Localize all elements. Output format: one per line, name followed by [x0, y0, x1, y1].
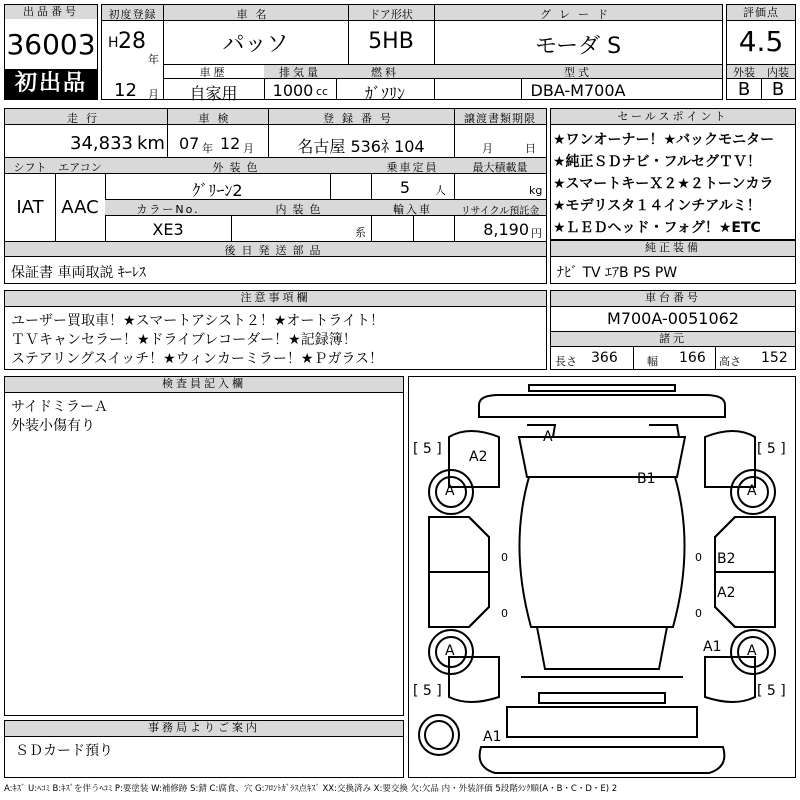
reg-month: 12 — [114, 80, 137, 101]
notes-label: 注意事項欄 — [5, 291, 546, 306]
recycle-unit: 円 — [531, 227, 542, 240]
color-no-label: カラーNo. — [136, 203, 200, 216]
zero-mark: 0 — [501, 607, 508, 620]
damage-mark: A2 — [717, 585, 736, 601]
history: 自家用 — [189, 84, 238, 103]
history-label: 車歴 — [199, 66, 228, 79]
tire-tread-rf: [ 5 ] — [757, 441, 786, 457]
model-label: 型式 — [564, 66, 592, 79]
transfer-label: 譲渡書類期限 — [464, 112, 536, 125]
lot-box — [4, 4, 98, 100]
inspect-year: 07 — [179, 134, 200, 153]
damage-mark: B2 — [717, 551, 736, 567]
door-label: ドア形状 — [369, 8, 413, 21]
office-label: 事務局よりご案内 — [5, 721, 403, 736]
shift-label: シフト — [13, 161, 47, 174]
recycle-fee: 8,190 — [483, 220, 529, 239]
tire-tread-lf: [ 5 ] — [413, 441, 442, 457]
ac-label: エアコン — [58, 161, 102, 174]
inspect-month: 12 — [220, 134, 241, 153]
car-name: パッソ — [222, 32, 289, 57]
tire-tread-lr: [ 5 ] — [413, 683, 442, 699]
model-code: DBA-M700A — [530, 81, 626, 100]
grade-label: グレード — [540, 8, 616, 21]
int-label: 内装 — [767, 66, 789, 79]
reg-year-unit: 年 — [148, 53, 159, 66]
sales-line: ★ＬＥＤヘッド・フォグ！★ETC — [553, 220, 761, 236]
fuel: ｶﾞｿﾘﾝ — [364, 84, 405, 103]
note-line: ステアリングスイッチ！★ウィンカーミラー！★Ｐガラス！ — [11, 351, 384, 367]
sales-line: ★純正ＳＤナビ・フルセグＴＶ！ — [553, 154, 761, 170]
car-name-label: 車名 — [236, 8, 275, 21]
mileage-label: 走行 — [67, 112, 105, 125]
door-type: 5HB — [368, 29, 414, 54]
later-parts: 保証書 車両取説 ｷｰﾚｽ — [11, 265, 146, 281]
damage-mark: A1 — [483, 729, 502, 745]
score: 4.5 — [738, 25, 784, 58]
zero-mark: 0 — [501, 551, 508, 564]
inspect-label: 車検 — [198, 112, 237, 125]
reg-month-unit: 月 — [148, 88, 159, 101]
width: 166 — [679, 350, 706, 366]
inspector-label: 検査員記入欄 — [5, 377, 403, 392]
note-line: ＴＶキャンセラー！★ドライブレコーダー！★記録簿！ — [11, 332, 357, 348]
office-box — [4, 720, 404, 778]
lot-label: 出品番号 — [5, 5, 97, 19]
height: 152 — [761, 350, 788, 366]
wid-label: 幅 — [647, 355, 658, 368]
disp-label: 排気量 — [279, 66, 321, 79]
inspect-month-unit: 月 — [243, 142, 254, 155]
lot-number: 36003 — [6, 28, 96, 61]
spec-box — [4, 108, 547, 284]
ext-score: B — [737, 79, 751, 100]
mileage-unit: km — [137, 133, 165, 154]
damage-mark: A1 — [703, 639, 722, 655]
legend: A:ｷｽﾞ U:ﾍｺﾐ B:ｷｽﾞを伴うﾍｺﾐ P:要塗装 W:補修跡 S:錆 C:腐食、穴 G:ﾌﾛﾝﾄｶﾞﾗｽ点ｷｽﾞ XX:交換済み X:要交換 欠:欠品 内・外装評価 5段階ﾗﾝｸ順(A・B・C・D・E) 2 — [4, 784, 618, 794]
color-label: 外装色 — [212, 161, 264, 174]
sales-label: セールスポイント — [551, 109, 795, 125]
recycle-label: リサイクル預託金 — [460, 206, 540, 217]
wheel-mark-lr: A — [445, 643, 455, 659]
zero-mark: 0 — [695, 607, 702, 620]
dims-label: 諸元 — [551, 332, 795, 346]
equipment: ﾅﾋﾞ TV ｴｱB PS PW — [557, 265, 678, 281]
damage-mark: A — [543, 429, 553, 445]
int-color-label: 内装色 — [275, 203, 327, 216]
transfer-month-unit: 月 — [482, 142, 493, 155]
disp-unit: cc — [316, 85, 329, 98]
load-label: 最大積載量 — [472, 161, 528, 174]
reg-number-label: 登録番号 — [323, 112, 399, 125]
len-label: 長さ — [555, 355, 577, 368]
zero-mark: 0 — [695, 551, 702, 564]
inspect-year-unit: 年 — [202, 142, 213, 155]
chassis-box — [550, 290, 796, 370]
first-listing-badge: 初出品 — [5, 69, 97, 99]
transfer-day-unit: 日 — [525, 142, 536, 155]
seats-unit: 人 — [435, 184, 446, 197]
inspector-box — [4, 376, 404, 716]
vehicle-header-box — [101, 4, 723, 103]
sales-box — [550, 108, 796, 240]
color: ｸﾞﾘｰﾝ2 — [192, 181, 243, 200]
tire-tread-rr: [ 5 ] — [757, 683, 786, 699]
equipment-box — [550, 240, 796, 284]
equipment-label: 純正装備 — [551, 241, 795, 256]
seats-label: 乗車定員 — [386, 161, 439, 174]
shift: IAT — [16, 197, 44, 218]
notes-box — [4, 290, 547, 370]
sales-line: ★スマートキーＸ２★２トーンカラ — [553, 176, 774, 192]
color-no: XE3 — [152, 220, 184, 239]
car-diagram — [408, 376, 796, 778]
int-score: B — [771, 79, 785, 100]
wheel-mark-rf: A — [747, 483, 757, 499]
inspector-line: サイドミラーＡ — [11, 399, 109, 415]
ext-label: 外装 — [733, 66, 755, 79]
first-reg-label: 初度登録 — [108, 8, 157, 21]
car-outline — [409, 377, 795, 777]
mileage: 34,833 — [70, 133, 133, 154]
note-line: ユーザー買取車！★スマートアシスト２！★オートライト！ — [11, 313, 385, 329]
import-label: 輸入車 — [393, 203, 432, 216]
sales-line: ★ワンオーナー！★バックモニター — [553, 132, 775, 148]
chassis-label: 車台番号 — [551, 291, 795, 306]
length: 366 — [591, 350, 618, 366]
damage-mark: B1 — [637, 471, 656, 487]
inspector-line: 外装小傷有り — [11, 418, 95, 434]
load-unit: kg — [529, 184, 543, 197]
score-box — [726, 4, 796, 100]
fuel-label: 燃料 — [371, 66, 399, 79]
int-color-unit: 系 — [355, 226, 366, 239]
score-label: 評価点 — [727, 5, 795, 21]
wheel-mark-lf: A — [445, 483, 455, 499]
seats: 5 — [399, 178, 411, 197]
reg-number: 名古屋 536ﾈ 104 — [297, 137, 425, 156]
ac: AAC — [61, 197, 99, 218]
later-label: 後日発送部品 — [224, 244, 327, 257]
damage-mark: A2 — [469, 449, 488, 465]
reg-year: 28 — [118, 29, 146, 54]
office-note: ＳＤカード預り — [15, 743, 113, 759]
chassis-number: M700A-0051062 — [607, 309, 739, 328]
era: H — [108, 35, 119, 51]
hgt-label: 高さ — [719, 355, 741, 368]
displacement: 1000 — [272, 81, 314, 100]
wheel-mark-rr: A — [747, 643, 757, 659]
grade: モーダ S — [534, 34, 622, 59]
sales-line: ★モデリスタ１４インチアルミ！ — [553, 198, 761, 214]
